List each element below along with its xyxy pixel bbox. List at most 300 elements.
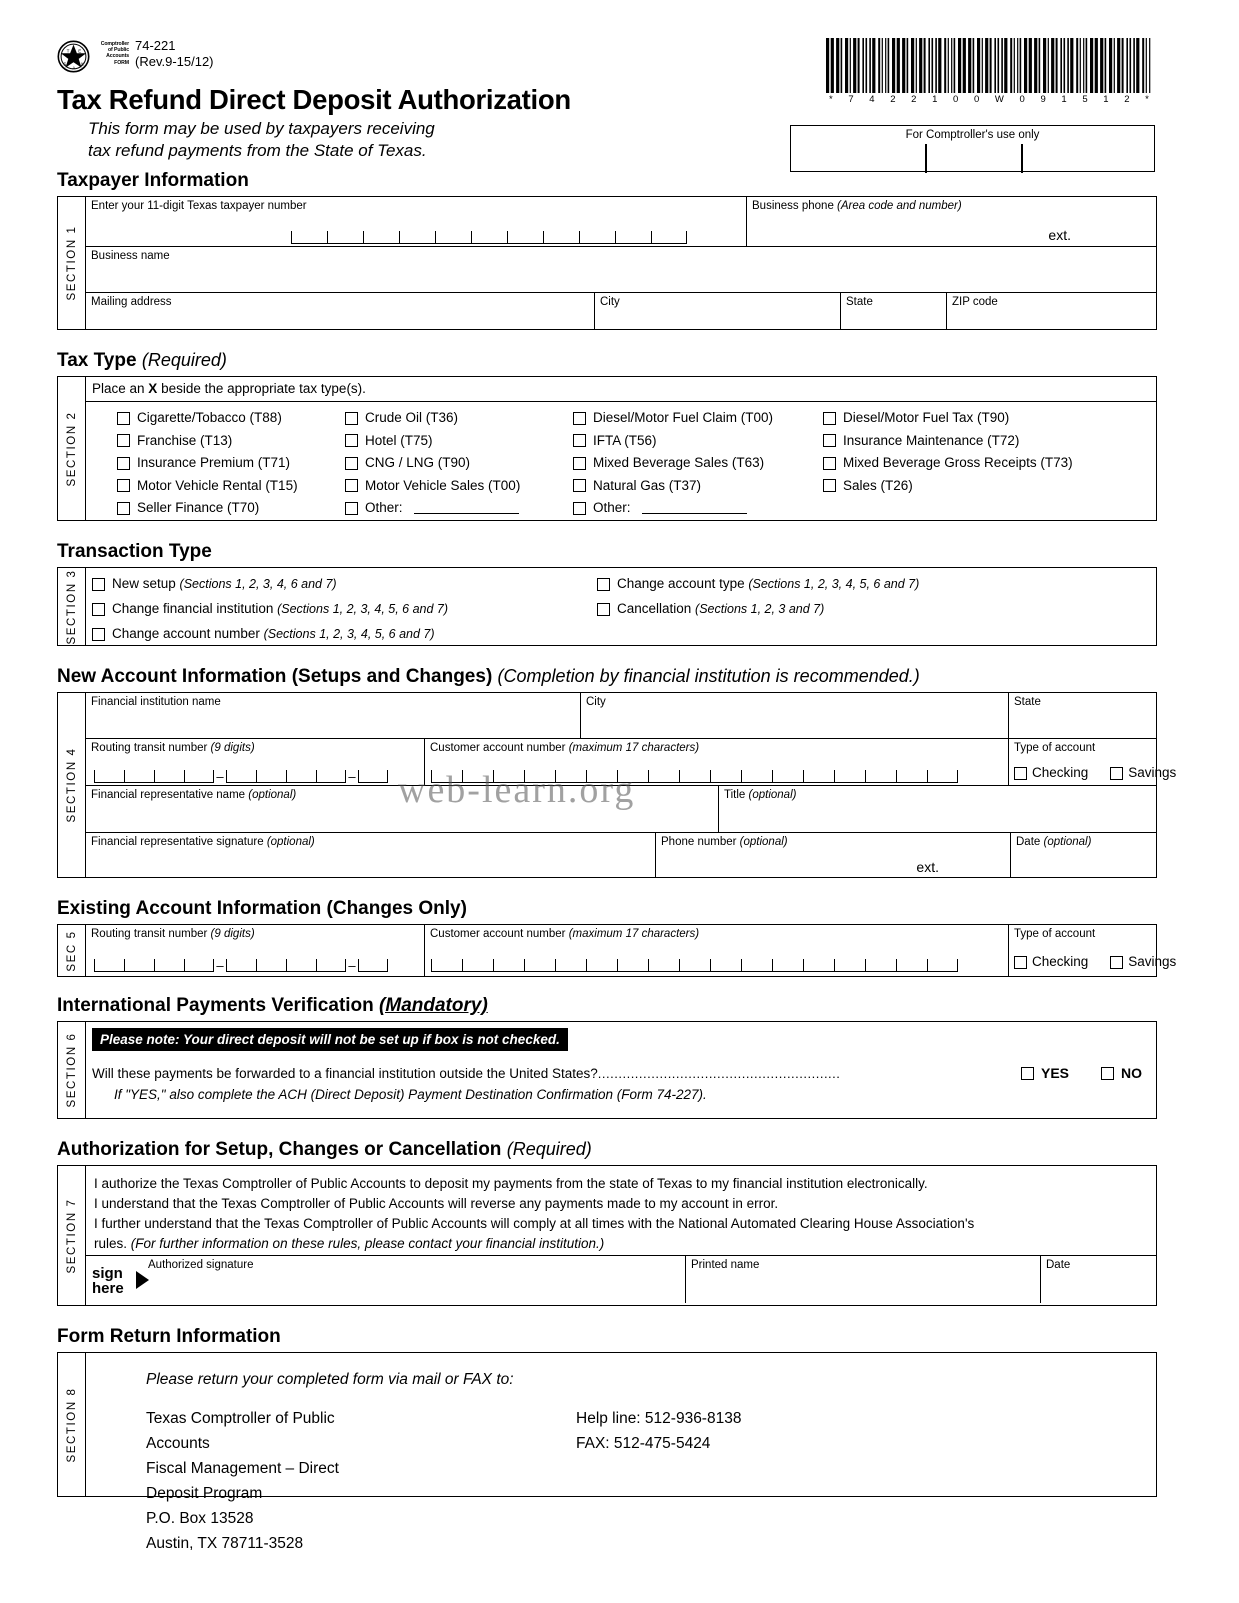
transaction-type-checkbox[interactable]: [597, 578, 610, 591]
barcode-image: [824, 38, 1154, 93]
comb-cell[interactable]: [471, 231, 507, 244]
tax-type-option[interactable]: [345, 410, 573, 426]
barcode-text: [829, 94, 1149, 105]
account-hint-s4: (maximum 17 characters): [568, 742, 700, 754]
barcode-char-1: 7: [848, 94, 854, 105]
comb-cell[interactable]: [124, 770, 154, 783]
international-question-row: [92, 1065, 1156, 1081]
comb-cell[interactable]: [555, 770, 586, 783]
comb-cell[interactable]: [431, 770, 462, 783]
tax-type-checkbox[interactable]: [345, 434, 358, 447]
savings-label-s4: Savings: [1128, 765, 1177, 780]
account-type-label-s5: Type of account: [1014, 928, 1096, 940]
savings-checkbox-s5[interactable]: [1110, 956, 1123, 969]
section-8-frame: [57, 1352, 1157, 1552]
section-2-tab-label: SECTION 2: [65, 410, 78, 487]
comb-cell[interactable]: [803, 770, 834, 783]
form-subtitle: [88, 118, 435, 162]
routing-hint-s5: (9 digits): [210, 928, 255, 940]
address-line-3: Austin, TX 78711-3528: [146, 1535, 304, 1552]
routing-label-text-s5: Routing transit number: [91, 928, 208, 940]
texas-star-seal-icon: [57, 40, 90, 73]
svg-text:S: S: [63, 61, 67, 67]
tax-type-option[interactable]: [117, 410, 345, 426]
checking-checkbox-s4[interactable]: [1014, 767, 1027, 780]
account-number-input-s4[interactable]: [431, 770, 958, 783]
business-phone-ext-label: ext.: [1048, 227, 1071, 243]
tax-type-option[interactable]: [823, 433, 1073, 449]
tax-type-column-0: [117, 410, 345, 523]
form-revision: (Rev.9-15/12): [135, 54, 214, 69]
transaction-type-checkbox[interactable]: [597, 603, 610, 616]
tax-type-label: Other:: [593, 500, 631, 515]
comb-cell[interactable]: [94, 959, 124, 972]
comb-cell[interactable]: [435, 231, 471, 244]
instruction-pre: Place an: [92, 381, 149, 396]
comb-cell[interactable]: [617, 959, 648, 972]
subtitle-line-1: This form may be used by taxpayers receiving: [88, 119, 435, 138]
transaction-type-note: (Sections 1, 2, 3 and 7): [695, 602, 825, 616]
routing-label-s5: [86, 925, 424, 941]
form-header: [0, 0, 1239, 170]
transaction-type-checkbox[interactable]: [92, 578, 105, 591]
tax-type-column-3: [823, 410, 1073, 523]
section-4-tab: [58, 693, 86, 877]
state-label: State: [846, 296, 873, 308]
section-4-tab-label: SECTION 4: [65, 747, 78, 823]
tax-type-label: Natural Gas (T37): [593, 477, 702, 493]
comb-cell[interactable]: [617, 770, 648, 783]
comb-cell[interactable]: [865, 770, 896, 783]
rep-date-cell[interactable]: [1011, 833, 1156, 877]
comb-cell[interactable]: [579, 231, 615, 244]
comb-cell[interactable]: [834, 959, 865, 972]
fi-name-cell[interactable]: [86, 693, 581, 739]
tax-type-label: Diesel/Motor Fuel Claim (T00): [593, 410, 774, 425]
tax-type-checkbox[interactable]: [823, 479, 836, 492]
tax-type-label: Motor Vehicle Sales (T00): [365, 477, 521, 493]
rep-signature-cell[interactable]: [86, 833, 656, 877]
international-yes-label: YES: [1040, 1065, 1069, 1081]
account-label-text-s4: Customer account number: [430, 742, 566, 754]
address-line-0: Texas Comptroller of Public Accounts: [146, 1410, 335, 1452]
section-6-notice-bar: Please note: Your direct deposit will not be set up if box is not checked.: [92, 1028, 568, 1051]
checking-checkbox-s5[interactable]: [1014, 956, 1027, 969]
section-1-tab: [58, 197, 86, 329]
comb-cell[interactable]: [710, 959, 741, 972]
instruction-post: beside the appropriate tax type(s).: [157, 381, 366, 396]
barcode-block: [824, 38, 1154, 105]
sign-here-arrow-icon: [136, 1271, 150, 1289]
tax-type-label: Crude Oil (T36): [365, 410, 459, 425]
city-label: City: [600, 296, 620, 308]
tax-type-checkbox[interactable]: [345, 479, 358, 492]
tax-type-option[interactable]: [117, 433, 345, 449]
barcode-char-3: 2: [890, 94, 896, 105]
barcode-char-14: 2: [1124, 94, 1130, 105]
barcode-char-13: 1: [1103, 94, 1109, 105]
comb-separator: –: [216, 769, 224, 784]
comb-cell[interactable]: [651, 231, 687, 244]
comb-cell[interactable]: [431, 959, 462, 972]
checking-option-s4[interactable]: [1014, 765, 1088, 781]
barcode-char-15: *: [1145, 94, 1149, 105]
rep-phone-cell[interactable]: [656, 833, 1011, 877]
tax-type-label: Other:: [365, 500, 403, 515]
comb-cell[interactable]: [586, 770, 617, 783]
comb-cell[interactable]: [615, 231, 651, 244]
comb-cell[interactable]: [741, 770, 772, 783]
comptroller-box-dividers: [791, 144, 1154, 173]
transaction-type-label: Change account type (Sections 1, 2, 3, 4, 5, 6 and 7): [617, 576, 920, 591]
transaction-type-option[interactable]: [597, 576, 1156, 592]
savings-option-s4[interactable]: [1110, 765, 1176, 781]
account-number-input-s5[interactable]: [431, 959, 958, 972]
business-phone-label: [747, 197, 1156, 213]
international-yes-checkbox[interactable]: [1021, 1067, 1034, 1080]
tax-type-checkbox[interactable]: [117, 412, 130, 425]
account-type-label-s4: Type of account: [1014, 742, 1096, 754]
authorization-para-2: I understand that the Texas Comptroller of Public Accounts will reverse any payments made to my account in error.: [94, 1196, 779, 1211]
account-label-s5: [425, 925, 1008, 941]
comb-cell[interactable]: [741, 959, 772, 972]
sign-here-line-2: here: [92, 1280, 124, 1297]
transaction-type-label: Change financial institution (Sections 1, 2, 3, 4, 5, 6 and 7): [112, 601, 449, 616]
comb-cell[interactable]: [710, 770, 741, 783]
tax-type-checkbox[interactable]: [345, 457, 358, 470]
comb-cell[interactable]: [543, 231, 579, 244]
account-number-cell-s4[interactable]: [425, 739, 1009, 786]
tax-type-checkbox[interactable]: [573, 412, 586, 425]
tax-type-label: Motor Vehicle Rental (T15): [137, 477, 298, 493]
barcode-char-6: 0: [953, 94, 959, 105]
checking-option-s5[interactable]: [1014, 954, 1088, 970]
taxpayer-number-label: Enter your 11-digit Texas taxpayer number: [91, 200, 307, 212]
international-no-checkbox[interactable]: [1101, 1067, 1114, 1080]
tax-type-label: Insurance Premium (T71): [137, 455, 291, 470]
section-6-frame: [57, 1021, 1157, 1119]
tax-type-label: CNG / LNG (T90): [365, 455, 471, 470]
printed-name-label: Printed name: [691, 1259, 760, 1271]
section-8-heading: Form Return Information: [57, 1326, 281, 1347]
tax-type-option[interactable]: [573, 410, 823, 426]
city-cell[interactable]: [595, 293, 841, 329]
comb-cell[interactable]: [586, 959, 617, 972]
comb-cell[interactable]: [154, 770, 184, 783]
comb-cell[interactable]: [834, 770, 865, 783]
checking-label-s4: Checking: [1032, 765, 1089, 780]
transaction-type-option[interactable]: [92, 601, 597, 617]
fi-state-label: State: [1014, 696, 1041, 708]
fax-line: FAX: 512-475-5424: [576, 1435, 711, 1452]
rep-title-label: [719, 786, 1156, 802]
comb-cell[interactable]: [358, 959, 388, 972]
authorization-para-3-italic: (For further information on these rules, please contact your financial institution.): [130, 1236, 605, 1251]
rep-name-label-text: Financial representative name: [91, 789, 246, 801]
transaction-type-right-column: [597, 576, 1156, 645]
transaction-type-label: Cancellation (Sections 1, 2, 3 and 7): [617, 601, 825, 616]
tax-type-option[interactable]: [823, 478, 1073, 494]
savings-checkbox-s4[interactable]: [1110, 767, 1123, 780]
seal-word-1: of Public: [107, 47, 129, 54]
business-name-label: Business name: [91, 250, 170, 262]
section-6-tab: [58, 1022, 86, 1118]
comb-cell[interactable]: [226, 770, 256, 783]
comb-cell[interactable]: [226, 959, 256, 972]
tax-type-checkbox[interactable]: [117, 479, 130, 492]
fi-name-label: Financial institution name: [91, 696, 221, 708]
rep-date-hint: (optional): [1043, 836, 1092, 848]
rep-phone-label-text: Phone number: [661, 836, 737, 848]
comptroller-use-only-label: For Comptroller's use only: [905, 129, 1040, 141]
comb-separator: –: [348, 958, 356, 973]
rep-name-cell[interactable]: [86, 786, 719, 833]
section-2-frame: [57, 376, 1157, 521]
seal-word-2: Accounts: [106, 53, 129, 60]
section-6-heading-text: International Payments Verification: [57, 995, 374, 1016]
section-7-heading-note: (Required): [506, 1139, 592, 1159]
comb-cell[interactable]: [462, 770, 493, 783]
tax-type-other-input[interactable]: [642, 503, 747, 514]
zip-cell[interactable]: [947, 293, 1156, 329]
section-1-heading: Taxpayer Information: [57, 170, 249, 191]
section-7-heading-text: Authorization for Setup, Changes or Cancellation: [57, 1139, 502, 1160]
tax-type-checkbox[interactable]: [117, 502, 130, 515]
comb-cell[interactable]: [184, 770, 214, 783]
contact-block: [576, 1406, 741, 1556]
account-hint-s5: (maximum 17 characters): [568, 928, 700, 940]
tax-type-option[interactable]: [117, 455, 345, 471]
comb-cell[interactable]: [524, 959, 555, 972]
tax-type-checkbox[interactable]: [117, 457, 130, 470]
tax-type-checkbox[interactable]: [573, 457, 586, 470]
account-number-cell-s5[interactable]: [425, 925, 1009, 976]
barcode-char-9: 0: [1019, 94, 1025, 105]
rep-name-label: [86, 786, 718, 802]
comb-cell[interactable]: [896, 959, 927, 972]
tax-type-label: Franchise (T13): [137, 432, 233, 448]
authorization-para-3b: [94, 1234, 1148, 1254]
tax-type-column-1: [345, 410, 573, 523]
printed-name-cell[interactable]: [686, 1256, 1041, 1303]
tax-type-option[interactable]: [345, 500, 573, 516]
section-4-frame: [57, 692, 1177, 878]
fi-city-cell[interactable]: [581, 693, 1009, 739]
form-number: 74-221: [135, 38, 176, 53]
account-label-text-s5: Customer account number: [430, 928, 566, 940]
international-question: Will these payments be forwarded to a financial institution outside the United States?: [92, 1065, 598, 1081]
zip-label: ZIP code: [952, 296, 998, 308]
tax-type-checkbox[interactable]: [573, 502, 586, 515]
comb-cell[interactable]: [648, 959, 679, 972]
account-type-cell-s4: [1009, 739, 1177, 786]
comb-cell[interactable]: [896, 770, 927, 783]
routing-number-cell-s5[interactable]: [86, 925, 425, 976]
section-1-tab-label: SECTION 1: [65, 225, 78, 301]
comb-cell[interactable]: [555, 959, 586, 972]
routing-hint-s4: (9 digits): [210, 742, 255, 754]
comb-cell[interactable]: [124, 959, 154, 972]
tax-type-checkbox[interactable]: [823, 412, 836, 425]
tax-type-option[interactable]: [573, 478, 823, 494]
section-7-heading: [57, 1139, 1239, 1161]
comb-cell[interactable]: [772, 959, 803, 972]
svg-text:X: X: [80, 61, 84, 67]
tax-type-option[interactable]: [823, 410, 1073, 426]
tax-type-column-2: [573, 410, 823, 523]
transaction-type-checkbox[interactable]: [92, 628, 105, 641]
tax-type-checkbox[interactable]: [573, 434, 586, 447]
barcode-char-12: 5: [1082, 94, 1088, 105]
section-7-tab: [58, 1166, 86, 1305]
rep-phone-label: [656, 833, 1010, 849]
comb-cell[interactable]: [648, 770, 679, 783]
leader-dots: ...........................................................: [597, 1065, 841, 1081]
authorized-signature-cell[interactable]: [86, 1256, 686, 1303]
transaction-type-left-column: [92, 576, 597, 645]
tax-type-option[interactable]: [573, 433, 823, 449]
transaction-type-note: (Sections 1, 2, 3, 4, 5, 6 and 7): [748, 577, 920, 591]
routing-label-text-s4: Routing transit number: [91, 742, 208, 754]
sign-here-line-1: sign: [92, 1265, 123, 1282]
section-5-tab: [58, 925, 86, 976]
section-7-tab-label: SECTION 7: [65, 1197, 78, 1274]
transaction-type-option[interactable]: [92, 626, 597, 642]
tax-type-option[interactable]: [573, 500, 823, 516]
tax-type-option[interactable]: [117, 478, 345, 494]
comb-cell[interactable]: [184, 959, 214, 972]
tax-type-option[interactable]: [345, 478, 573, 494]
comb-cell[interactable]: [803, 959, 834, 972]
rep-title-cell[interactable]: [719, 786, 1156, 833]
section-4-heading: [57, 666, 1239, 688]
tax-type-label: IFTA (T56): [593, 432, 657, 448]
comb-cell[interactable]: [493, 959, 524, 972]
comb-cell[interactable]: [256, 959, 286, 972]
tax-type-checkbox[interactable]: [823, 457, 836, 470]
savings-option-s5[interactable]: [1110, 954, 1176, 970]
comb-cell[interactable]: [154, 959, 184, 972]
rep-signature-label: [86, 833, 655, 849]
tax-type-checkbox[interactable]: [345, 502, 358, 515]
comb-cell[interactable]: [94, 770, 124, 783]
rep-date-label-text: Date: [1016, 836, 1041, 848]
section-5-tab-label: SEC 5: [65, 929, 78, 972]
comb-cell[interactable]: [316, 959, 346, 972]
transaction-type-option[interactable]: [597, 601, 1156, 617]
help-line: Help line: 512-936-8138: [576, 1410, 742, 1427]
barcode-char-5: 1: [932, 94, 938, 105]
tax-type-option[interactable]: [573, 455, 823, 471]
comb-cell[interactable]: [363, 231, 399, 244]
comb-cell[interactable]: [286, 770, 316, 783]
tax-type-checkbox[interactable]: [573, 479, 586, 492]
taxpayer-number-input[interactable]: [291, 231, 687, 244]
tax-type-checkbox[interactable]: [823, 434, 836, 447]
transaction-type-label: Change account number (Sections 1, 2, 3, 4, 5, 6 and 7): [112, 626, 435, 641]
authorization-para-3b-text: rules.: [94, 1236, 131, 1251]
rep-phone-hint: (optional): [739, 836, 788, 848]
fi-state-cell[interactable]: [1009, 693, 1156, 739]
tax-type-label: Cigarette/Tobacco (T88): [137, 410, 282, 425]
tax-type-option[interactable]: [345, 433, 573, 449]
routing-number-input-s4[interactable]: [94, 770, 388, 783]
sign-here-marker: [92, 1266, 140, 1296]
tax-type-option[interactable]: [823, 455, 1073, 471]
authorization-para-1: I authorize the Texas Comptroller of Public Accounts to deposit my payments from the state of Texas to my financial institution electronically.: [94, 1176, 928, 1191]
instruction-x: X: [148, 381, 158, 396]
state-cell[interactable]: [841, 293, 947, 329]
transaction-type-label: New setup (Sections 1, 2, 3, 4, 6 and 7): [112, 576, 337, 591]
barcode-char-0: *: [829, 94, 833, 105]
section-1-frame: [57, 196, 1157, 330]
section-3-frame: [57, 567, 1157, 646]
comb-cell[interactable]: [927, 770, 958, 783]
transaction-type-checkbox[interactable]: [92, 603, 105, 616]
comptroller-use-only-box[interactable]: [790, 125, 1155, 172]
routing-label-s4: [86, 739, 424, 755]
tax-type-other-input[interactable]: [414, 503, 519, 514]
rep-title-hint: (optional): [748, 789, 797, 801]
comb-cell[interactable]: [256, 770, 286, 783]
mailing-address-cell[interactable]: [86, 293, 595, 329]
section-4-heading-text: New Account Information (Setups and Changes): [57, 666, 493, 687]
comb-cell[interactable]: [927, 959, 958, 972]
business-phone-cell[interactable]: [747, 197, 1156, 247]
comb-cell[interactable]: [493, 770, 524, 783]
comb-cell[interactable]: [316, 770, 346, 783]
comb-cell[interactable]: [358, 770, 388, 783]
section-2-heading-suffix: (Required): [141, 350, 227, 370]
address-line-2: P.O. Box 13528: [146, 1510, 254, 1527]
signature-date-cell[interactable]: [1041, 1256, 1156, 1303]
comb-cell[interactable]: [679, 770, 710, 783]
tax-type-option[interactable]: [117, 500, 345, 516]
comb-cell[interactable]: [399, 231, 435, 244]
section-3-heading: Transaction Type: [57, 541, 212, 562]
comb-cell[interactable]: [327, 231, 363, 244]
routing-number-input-s5[interactable]: [94, 959, 388, 972]
authorization-para-3a: I further understand that the Texas Comptroller of Public Accounts will comply at all times with the National Automated Clearing House Association's: [94, 1216, 975, 1231]
address-line-1: Fiscal Management – Direct Deposit Program: [146, 1460, 339, 1502]
comb-cell[interactable]: [291, 231, 327, 244]
comb-cell[interactable]: [772, 770, 803, 783]
routing-number-cell-s4[interactable]: [86, 739, 425, 786]
transaction-type-option[interactable]: [92, 576, 597, 592]
business-name-cell[interactable]: [86, 247, 1156, 293]
authorized-signature-label: Authorized signature: [148, 1259, 254, 1271]
comb-cell[interactable]: [286, 959, 316, 972]
barcode-char-11: 1: [1061, 94, 1067, 105]
comb-cell[interactable]: [507, 231, 543, 244]
rep-signature-label-text: Financial representative signature: [91, 836, 264, 848]
tax-type-checkbox[interactable]: [117, 434, 130, 447]
section-2-heading: [57, 350, 1239, 372]
transaction-type-note: (Sections 1, 2, 3, 4, 6 and 7): [179, 577, 337, 591]
tax-type-option[interactable]: [345, 455, 573, 471]
tax-type-checkbox[interactable]: [345, 412, 358, 425]
comb-cell[interactable]: [679, 959, 710, 972]
comb-cell[interactable]: [865, 959, 896, 972]
barcode-char-7: 0: [973, 94, 980, 105]
barcode-char-8: W: [994, 94, 1004, 105]
section-3-tab-label: SECTION 3: [65, 568, 78, 645]
section-2-heading-text: Tax Type: [57, 350, 137, 371]
comb-cell[interactable]: [462, 959, 493, 972]
comb-cell[interactable]: [524, 770, 555, 783]
form-number-block: [135, 38, 214, 70]
taxpayer-number-cell[interactable]: [86, 197, 747, 247]
